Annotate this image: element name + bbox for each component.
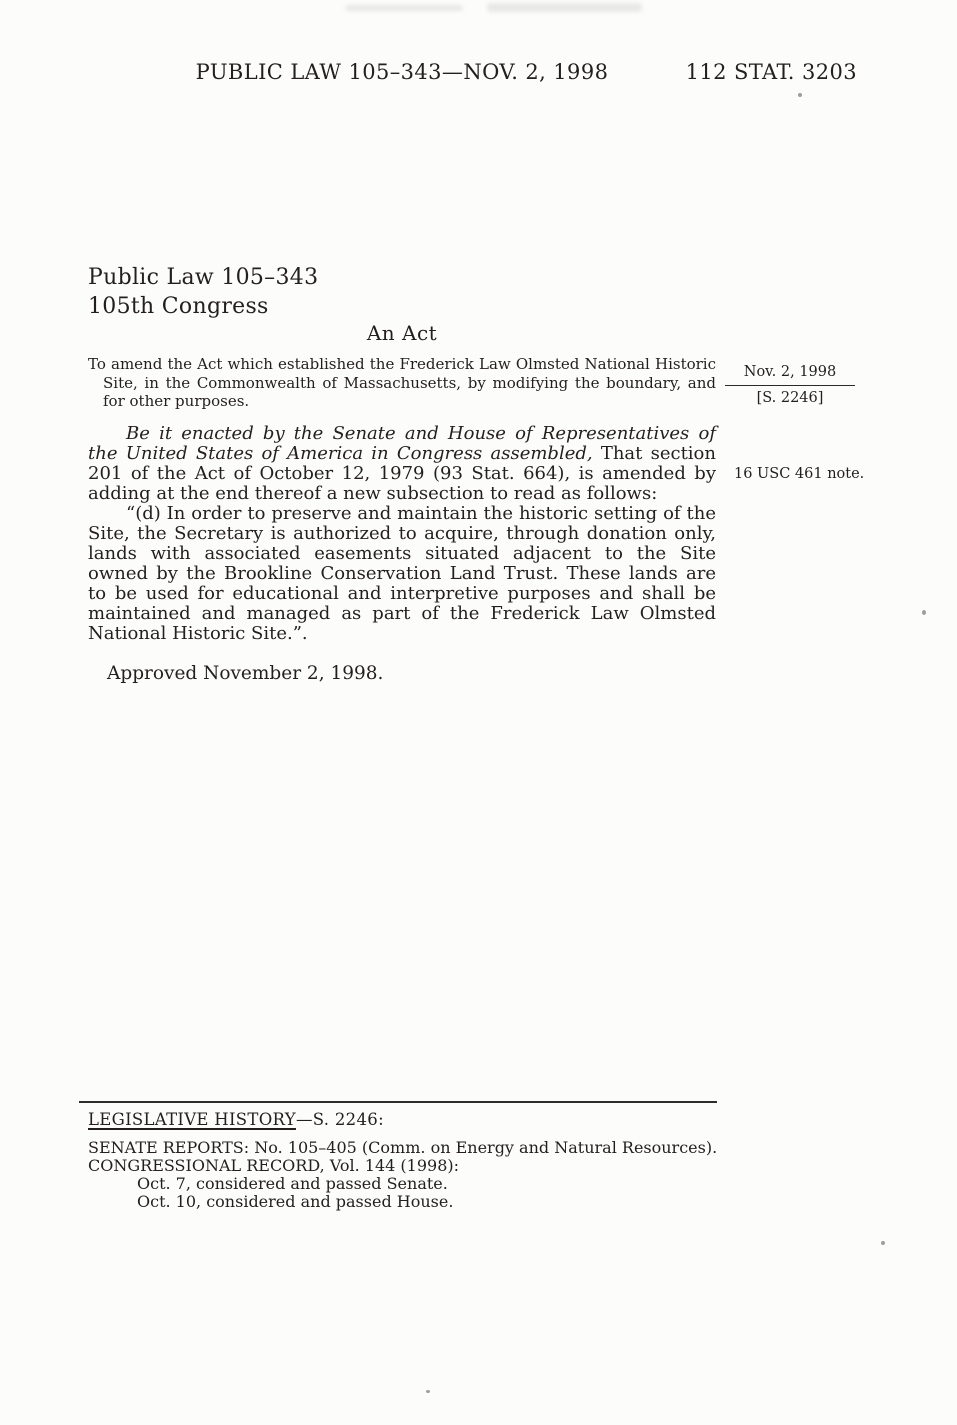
legislative-history-heading [88,1110,717,1130]
divider-rule [79,1101,717,1103]
act-heading: An Act [366,321,438,345]
public-law-number: Public Law 105–343 [88,265,319,290]
enacting-clause: Be it enacted by the Senate and House of Representatives of the United States of America in Congress assembled, [88,423,716,464]
enacting-paragraph [88,424,716,504]
congressional-record-line: CONGRESSIONAL RECORD, Vol. 144 (1998): [88,1156,459,1175]
scan-speck [922,610,926,615]
congress-number: 105th Congress [88,294,269,319]
scan-speck [426,1390,430,1393]
subsection-paragraph: “(d) In order to preserve and maintain the historic setting of the Site, the Secretary is authorized to acquire, through donation only, lands with associated easements situated adjacent to the Site owned by the Brookline Conservation Land Trust. These lands are to be used for educational and interpretive purposes and shall be maintained and managed as part of the Frederick Law Olmsted National Historic Site.”. [88,503,716,644]
margin-note-date-block [725,364,855,407]
record-entry-senate: Oct. 7, considered and passed Senate. [137,1174,448,1193]
running-head-stat-number: 112 STAT. 3203 [685,60,857,84]
legislative-history-section [79,1101,717,1211]
enacting-clause-continuation: That section 201 of the Act of October 12, 1979 (93 Stat. 664), is amended by adding at the end thereof a new subsection to read as follows: [88,443,716,504]
running-head-law-title: PUBLIC LAW 105–343—NOV. 2, 1998 [195,60,609,84]
legislative-history-bill-ref: —S. 2246: [295,1110,384,1129]
act-body [88,424,716,644]
record-entry-house: Oct. 10, considered and passed House. [137,1192,454,1211]
scan-artifact [487,3,642,12]
margin-note-bill-number: [S. 2246] [756,390,824,406]
scan-artifact [345,5,463,11]
scan-speck [798,93,802,97]
approval-line: Approved November 2, 1998. [107,663,384,684]
legislative-history-heading-underlined: LEGISLATIVE HISTORY [88,1110,296,1129]
title-block [88,263,318,321]
margin-note-date: Nov. 2, 1998 [725,364,855,386]
preamble: To amend the Act which established the Frederick Law Olmsted National Historic Site, in the Commonwealth of Massachusetts, by modifying the boundary, and for other purposes. [88,355,716,410]
margin-note-usc: 16 USC 461 note. [734,466,865,482]
scan-speck [881,1241,885,1245]
senate-reports-line: SENATE REPORTS: No. 105–405 (Comm. on Energy and Natural Resources). [88,1138,718,1157]
